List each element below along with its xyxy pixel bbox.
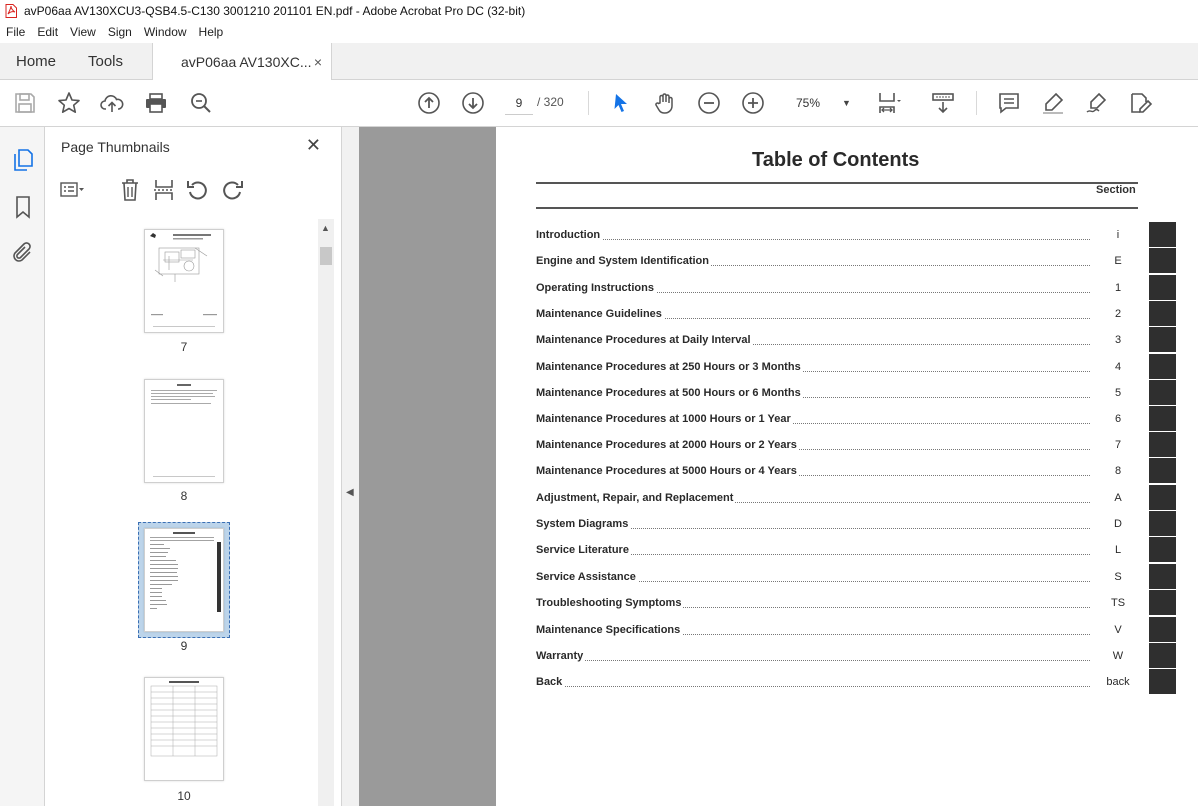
section-tab-marker bbox=[1149, 327, 1176, 352]
tab-document-label: avP06aa AV130XC... bbox=[181, 54, 312, 70]
section-tab-marker bbox=[1149, 511, 1176, 536]
toc-entry-label: Maintenance Specifications bbox=[536, 624, 681, 636]
section-tab-marker bbox=[1149, 222, 1176, 247]
attachment-icon[interactable] bbox=[11, 241, 35, 265]
comment-icon[interactable] bbox=[997, 91, 1021, 115]
menu-file[interactable]: File bbox=[6, 25, 26, 39]
toc-entry-label: Warranty bbox=[536, 650, 584, 662]
section-tab-marker bbox=[1149, 248, 1176, 273]
page-title: Table of Contents bbox=[752, 149, 920, 171]
toc-entry-section: A bbox=[1114, 492, 1122, 504]
leader-dots bbox=[536, 686, 1090, 687]
menu-help[interactable]: Help bbox=[198, 25, 224, 39]
save-icon[interactable] bbox=[13, 91, 37, 115]
print-icon[interactable] bbox=[144, 91, 168, 115]
toc-entry-label: Troubleshooting Symptoms bbox=[536, 597, 682, 609]
thumbnail-page-number: 9 bbox=[180, 639, 188, 653]
rotate-left-icon[interactable] bbox=[185, 177, 211, 203]
sign-icon[interactable] bbox=[1085, 91, 1109, 115]
toc-entry bbox=[536, 385, 1176, 405]
section-tab-marker bbox=[1149, 537, 1176, 562]
toc-entry bbox=[536, 674, 1176, 694]
toc-entry-section: D bbox=[1114, 518, 1122, 530]
toc-entry bbox=[536, 542, 1176, 562]
page-thumbnails-panel bbox=[45, 127, 342, 806]
section-tab-marker bbox=[1149, 275, 1176, 300]
toc-entry bbox=[536, 516, 1176, 536]
menu-view[interactable]: View bbox=[70, 25, 96, 39]
toc-entry bbox=[536, 332, 1176, 352]
main-toolbar bbox=[0, 80, 1198, 127]
toc-entry bbox=[536, 648, 1176, 668]
menu-bar bbox=[0, 22, 1198, 42]
toc-entry-label: System Diagrams bbox=[536, 518, 629, 530]
zoom-in-icon[interactable] bbox=[741, 91, 765, 115]
section-tab-marker bbox=[1149, 354, 1176, 379]
toc-entry-label: Maintenance Guidelines bbox=[536, 308, 662, 320]
highlight-icon[interactable] bbox=[1041, 91, 1065, 115]
scrollbar-thumb[interactable] bbox=[320, 247, 332, 265]
thumbnail-page-number: 10 bbox=[177, 789, 191, 803]
pdf-file-icon bbox=[5, 4, 17, 18]
toc-entry-label: Introduction bbox=[536, 229, 601, 241]
section-tab-marker bbox=[1149, 485, 1176, 510]
toolbar-separator bbox=[588, 91, 589, 115]
toc-entry-section: i bbox=[1116, 229, 1120, 241]
toc-entry-label: Operating Instructions bbox=[536, 282, 654, 294]
toc-entry-section: TS bbox=[1110, 597, 1126, 609]
menu-window[interactable]: Window bbox=[143, 25, 187, 39]
page-down-icon[interactable] bbox=[461, 91, 485, 115]
thumbnail-page-selected[interactable] bbox=[144, 528, 224, 632]
toc-entry-section: 2 bbox=[1114, 308, 1122, 320]
toc-entry-section: W bbox=[1112, 650, 1124, 662]
panel-collapse-handle[interactable] bbox=[342, 127, 359, 806]
bookmark-icon[interactable] bbox=[11, 195, 35, 219]
search-zoom-icon[interactable] bbox=[189, 91, 213, 115]
panel-title: Page Thumbnails bbox=[61, 139, 170, 155]
toc-entry bbox=[536, 437, 1176, 457]
toc-entry-label: Service Assistance bbox=[536, 571, 636, 583]
chevron-left-icon: ◀ bbox=[346, 487, 354, 498]
toc-entry-label: Service Literature bbox=[536, 544, 629, 556]
section-tab-marker bbox=[1149, 617, 1176, 642]
toc-entry-label: Engine and System Identification bbox=[536, 255, 709, 267]
thumbnail-scrollbar[interactable] bbox=[318, 219, 334, 806]
toc-entry-section: 4 bbox=[1114, 361, 1122, 373]
delete-icon[interactable] bbox=[117, 177, 143, 203]
toc-entry-section: L bbox=[1114, 544, 1122, 556]
toc-entry bbox=[536, 490, 1176, 510]
page-number-input[interactable]: 9 bbox=[505, 91, 533, 115]
scroll-mode-icon[interactable] bbox=[931, 91, 955, 115]
pdf-page bbox=[496, 127, 1198, 806]
chevron-down-icon: ▼ bbox=[842, 98, 851, 108]
section-tab-marker bbox=[1149, 564, 1176, 589]
tab-document[interactable] bbox=[152, 43, 332, 81]
section-tab-marker bbox=[1149, 406, 1176, 431]
thumbnail-page[interactable] bbox=[144, 677, 224, 781]
page-count: / 320 bbox=[537, 95, 564, 109]
menu-sign[interactable]: Sign bbox=[107, 25, 132, 39]
header-rule bbox=[536, 207, 1138, 209]
page-up-icon[interactable] bbox=[417, 91, 441, 115]
section-column-header: Section bbox=[1096, 184, 1136, 196]
page-thumbnails-icon[interactable] bbox=[11, 148, 35, 172]
page-fit-icon[interactable] bbox=[877, 91, 901, 115]
zoom-out-icon[interactable] bbox=[697, 91, 721, 115]
close-tab-icon[interactable]: × bbox=[313, 54, 322, 70]
thumbnail-page-number: 8 bbox=[180, 489, 188, 503]
thumbnail-page[interactable] bbox=[144, 229, 224, 333]
toc-entry-section: 8 bbox=[1114, 465, 1122, 477]
tab-bar bbox=[0, 43, 1198, 80]
toc-entry bbox=[536, 569, 1176, 589]
rotate-right-icon[interactable] bbox=[219, 177, 245, 203]
toc-entry-section: 1 bbox=[1114, 282, 1122, 294]
toc-entry-label: Maintenance Procedures at 500 Hours or 6 Months bbox=[536, 387, 801, 399]
toc-entry-section: back bbox=[1106, 676, 1130, 688]
toc-entry-label: Maintenance Procedures at Daily Interval bbox=[536, 334, 751, 346]
toc-entry bbox=[536, 253, 1176, 273]
toc-entry-section: S bbox=[1114, 571, 1122, 583]
toc-entry-label: Back bbox=[536, 676, 563, 688]
toc-entry bbox=[536, 622, 1176, 642]
tab-tools[interactable]: Tools bbox=[88, 53, 124, 70]
section-tab-marker bbox=[1149, 458, 1176, 483]
toc-entry-label: Maintenance Procedures at 5000 Hours or 4 Years bbox=[536, 465, 797, 477]
toc-entry-label: Maintenance Procedures at 2000 Hours or 2 Years bbox=[536, 439, 797, 451]
toolbar-separator bbox=[976, 91, 977, 115]
zoom-value: 75% bbox=[796, 96, 821, 110]
section-tab-marker bbox=[1149, 380, 1176, 405]
leader-dots bbox=[536, 660, 1090, 661]
section-tab-marker bbox=[1149, 301, 1176, 326]
section-tab-marker bbox=[1149, 669, 1176, 694]
toc-entry-section: E bbox=[1114, 255, 1122, 267]
scroll-up-icon[interactable]: ▲ bbox=[321, 223, 330, 233]
split-page-icon[interactable] bbox=[151, 177, 177, 203]
window-title: avP06aa AV130XCU3-QSB4.5-C130 3001210 201101 EN.pdf - Adobe Acrobat Pro DC (32-bit) bbox=[24, 4, 526, 18]
toc-entry-label: Maintenance Procedures at 1000 Hours or 1 Year bbox=[536, 413, 791, 425]
section-tab-marker bbox=[1149, 432, 1176, 457]
toc-entry-section: 3 bbox=[1114, 334, 1122, 346]
select-cursor-icon[interactable] bbox=[609, 91, 633, 115]
section-tab-marker bbox=[1149, 643, 1176, 668]
leader-dots bbox=[536, 239, 1090, 240]
toc-entry bbox=[536, 359, 1176, 379]
close-icon[interactable]: ✕ bbox=[305, 135, 321, 155]
title-rule bbox=[536, 182, 1138, 184]
toc-entry-section: 7 bbox=[1114, 439, 1122, 451]
toc-entry bbox=[536, 306, 1176, 326]
edit-pdf-icon[interactable] bbox=[1129, 91, 1153, 115]
options-menu-icon[interactable] bbox=[59, 177, 85, 203]
toc-entry bbox=[536, 411, 1176, 431]
toc-entry bbox=[536, 595, 1176, 615]
left-navigation-pane bbox=[0, 127, 45, 806]
section-tab-marker bbox=[1149, 590, 1176, 615]
thumbnail-toolbar bbox=[59, 177, 259, 203]
menu-edit[interactable]: Edit bbox=[37, 25, 59, 39]
star-icon[interactable] bbox=[57, 91, 81, 115]
hand-icon[interactable] bbox=[653, 91, 677, 115]
toc-entry-label: Maintenance Procedures at 250 Hours or 3 Months bbox=[536, 361, 801, 373]
title-bar bbox=[0, 0, 1198, 22]
thumbnail-list bbox=[45, 219, 317, 806]
toc-entry-section: 6 bbox=[1114, 413, 1122, 425]
toc-entry-section: 5 bbox=[1114, 387, 1122, 399]
toc-entry bbox=[536, 227, 1176, 247]
thumbnail-page[interactable] bbox=[144, 379, 224, 483]
toc-entry-section: V bbox=[1114, 624, 1122, 636]
toc-entry bbox=[536, 463, 1176, 483]
toc-entry-label: Adjustment, Repair, and Replacement bbox=[536, 492, 734, 504]
toc-entry bbox=[536, 280, 1176, 300]
thumbnail-page-number: 7 bbox=[180, 340, 188, 354]
tab-home[interactable]: Home bbox=[16, 53, 57, 70]
zoom-select[interactable] bbox=[790, 91, 856, 115]
upload-icon[interactable] bbox=[100, 91, 124, 115]
